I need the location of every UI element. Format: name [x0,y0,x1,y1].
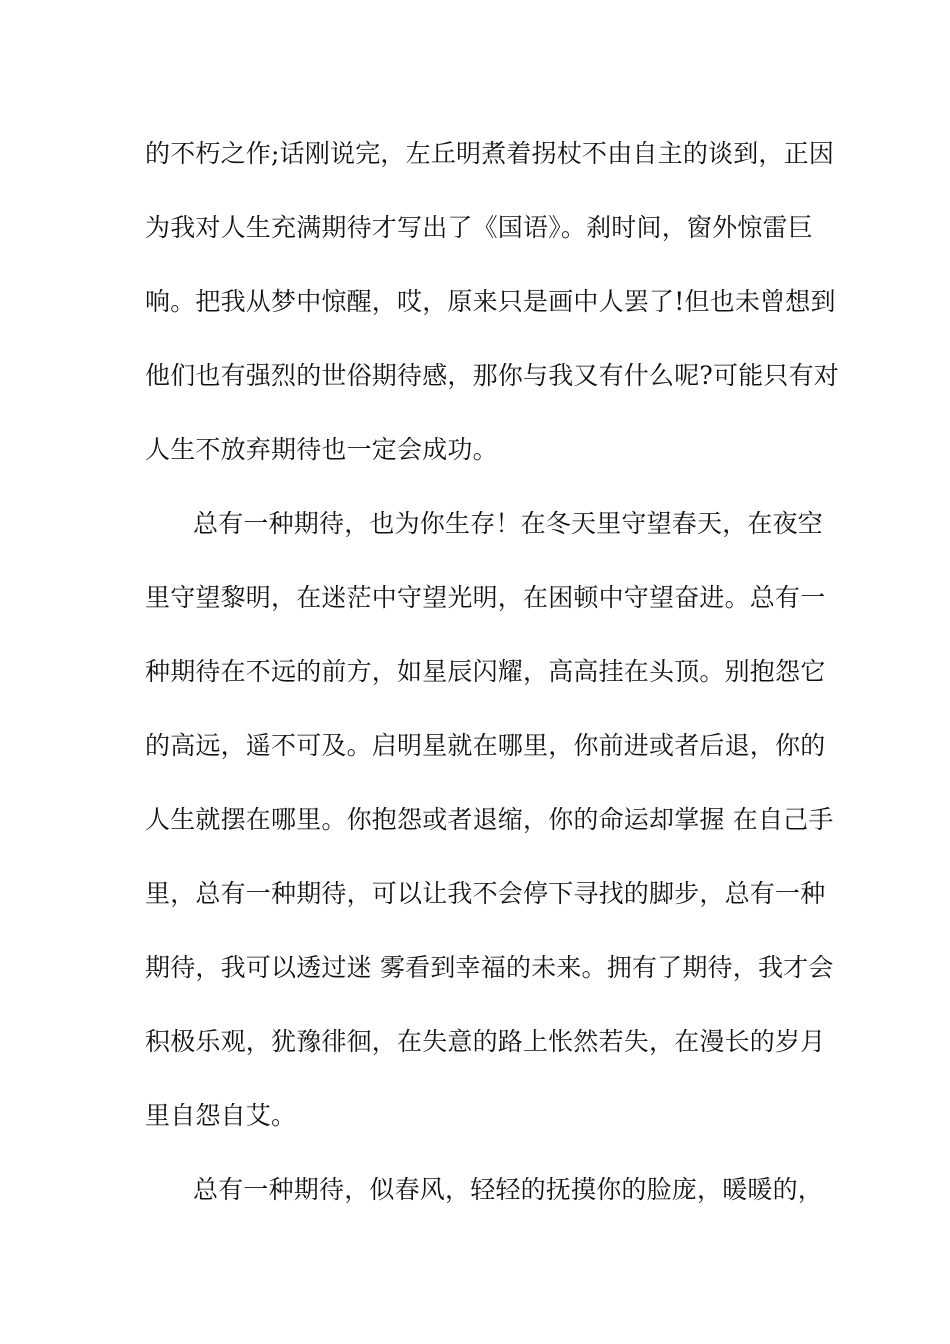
body-text [145,128,840,1238]
paragraph-start-line: 总有一种期待，似春风，轻轻的抚摸你的脸庞，暖暖的， [193,1175,824,1204]
text-line: 他们也有强烈的世俗期待感，那你与我又有什么呢?可能只有对 [145,361,840,390]
text-line: 为我对人生充满期待才写出了《国语》。刹时间，窗外惊雷巨 [145,213,813,242]
text-line: 积极乐观，犹豫徘徊，在失意的路上怅然若失，在漫长的岁月 [145,1027,826,1056]
text-line: 人生不放弃期待也一定会成功。 [145,435,498,464]
text-line: 的高远，遥不可及。启明星就在哪里，你前进或者后退，你的 [145,731,826,760]
text-line: 里守望黎明，在迷茫中守望光明，在困顿中守望奋进。总有一 [145,583,826,612]
text-line: 响。把我从梦中惊醒，哎，原来只是画中人罢了!但也未曾想到 [145,287,836,316]
text-line: 里自怨自艾。 [145,1101,297,1130]
text-line: 人生就摆在哪里。你抱怨或者退缩，你的命运却掌握 在自己手 [145,805,834,834]
text-line: 的不朽之作;话刚说完，左丘明煮着拐杖不由自主的谈到，正因 [145,139,835,168]
text-line: 里，总有一种期待，可以让我不会停下寻找的脚步，总有一种 [145,879,826,908]
text-line: 种期待在不远的前方，如星辰闪耀，高高挂在头顶。别抱怨它 [145,657,826,686]
paragraph-start-line: 总有一种期待，也为你生存！在冬天里守望春天，在夜空 [193,509,824,538]
text-line: 期待，我可以透过迷 雾看到幸福的未来。拥有了期待，我才会 [145,953,834,982]
